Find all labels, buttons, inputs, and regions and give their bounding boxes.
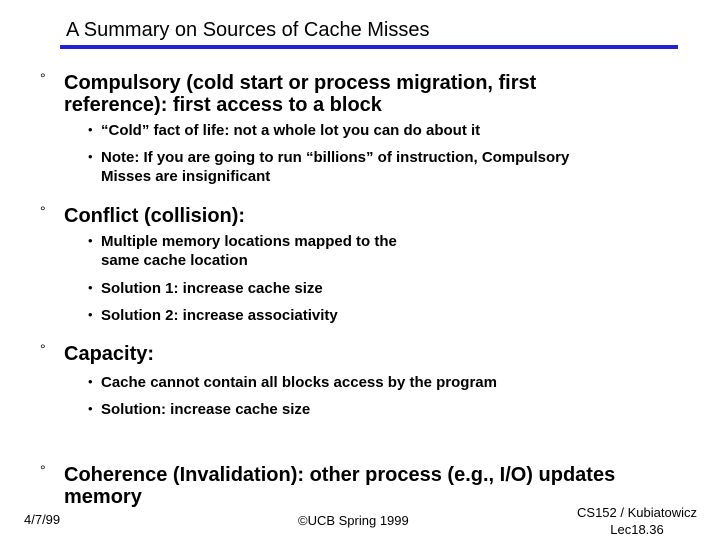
section-label: Capacity: [64, 343, 155, 365]
bullet-glyph: • [88, 374, 93, 389]
list-item [88, 373, 648, 392]
bullet-glyph: • [88, 307, 93, 322]
bullet-text: “Cold” fact of life: not a whole lot you can do about it [101, 122, 481, 139]
bullet-text: Note: If you are going to run “billions” of instruction, Compulsory Misses are insignificant [101, 149, 570, 185]
section-label: Compulsory (cold start or process migration, first reference): first access to a block [64, 72, 537, 116]
list-item [88, 306, 608, 325]
bullet-glyph: ° [40, 70, 46, 86]
bullet-glyph: • [88, 122, 93, 137]
section-capacity [40, 343, 640, 365]
footer-copyright: ©UCB Spring 1999 [298, 513, 409, 528]
bullet-text: Solution 2: increase associativity [101, 307, 338, 324]
bullet-glyph: • [88, 149, 93, 164]
bullet-glyph: • [88, 280, 93, 295]
bullet-glyph: ° [40, 203, 46, 219]
section-label: Conflict (collision): [64, 205, 246, 227]
bullet-glyph: ° [40, 341, 46, 357]
list-item [88, 232, 428, 270]
footer-slide-number: Lec18.36 [610, 522, 664, 537]
slide-title: A Summary on Sources of Cache Misses [66, 19, 430, 41]
bullet-text: Cache cannot contain all blocks access by the program [101, 374, 497, 391]
section-label: Coherence (Invalidation): other process (e.g., I/O) updates memory [64, 464, 616, 508]
footer-date: 4/7/99 [24, 512, 61, 527]
bullet-text: Solution: increase cache size [101, 401, 311, 418]
list-item [88, 148, 588, 186]
bullet-text: Solution 1: increase cache size [101, 280, 323, 297]
list-item [88, 121, 608, 140]
bullet-glyph: • [88, 233, 93, 248]
footer-course: CS152 / Kubiatowicz [577, 505, 697, 520]
list-item [88, 279, 608, 298]
bullet-glyph: • [88, 401, 93, 416]
section-conflict [40, 205, 640, 227]
section-compulsory [40, 72, 640, 116]
title-rule [60, 45, 678, 49]
section-coherence [40, 464, 660, 508]
list-item [88, 400, 608, 419]
bullet-text: Multiple memory locations mapped to the same cache location [101, 233, 397, 269]
bullet-glyph: ° [40, 462, 46, 478]
